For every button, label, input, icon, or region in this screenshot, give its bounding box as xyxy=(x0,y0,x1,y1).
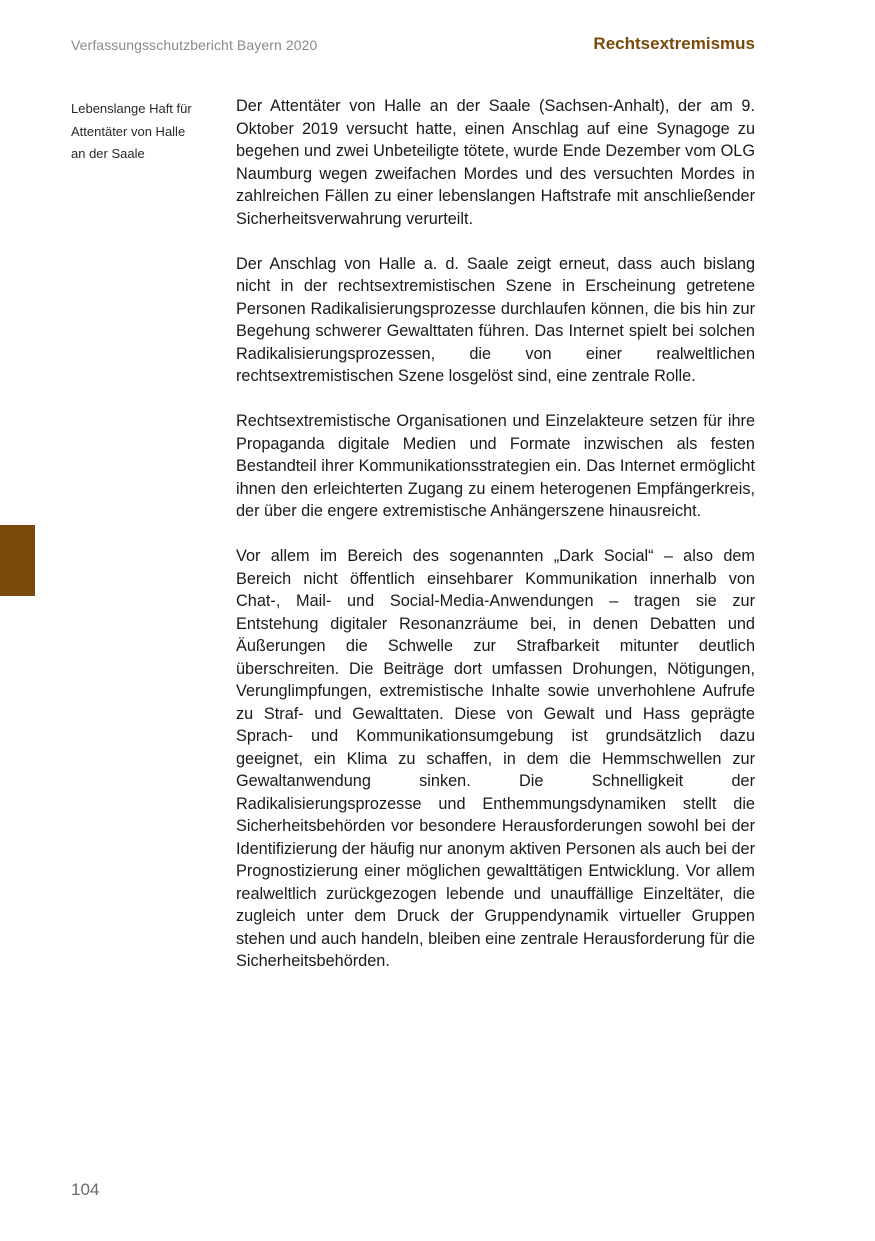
paragraph: Rechtsextremistische Organisationen und Einzelakteure setzen für ihre Propaganda digitale Medien und Formate inzwischen als festen Bestandteil ihrer Kommunikationsstrategien ein. Das Internet ermöglicht ihnen den erleichterten Zugang zu einem heterogenen Empfängerkreis, der über die engere extremistische Anhängerszene hinausreicht. xyxy=(236,412,755,520)
chapter-marker-tab xyxy=(0,525,35,596)
margin-note xyxy=(71,98,221,166)
margin-note-line: Lebenslange Haft für xyxy=(71,101,192,116)
paragraph: Vor allem im Bereich des sogenannten „Dark Social“ – also dem Bereich nicht öffentlich einsehbarer Kommunikation innerhalb von Chat-, Mail- und Social-Media-Anwendungen – tragen sie zur Entstehung digitaler Resonanzräume bei, in denen Debatten und Äußerungen die Schwelle zur Strafbarkeit mitunter deutlich überschreiten. Die Beiträge dort umfassen Drohungen, Nötigungen, Verunglimpfungen, extremistische Inhalte sowie unverhohlene Aufrufe zu Straf- und Gewalttaten. Diese von Gewalt und Hass geprägte Sprach- und Kommunikationsumgebung ist grundsätzlich dazu geeignet, ein Klima zu schaffen, in dem die Hemmschwellen zur Gewaltanwendung sinken. Die Schnelligkeit der Radikalisierungsprozesse und Enthemmungsdynamiken stellt die Sicherheitsbehörden vor besondere Herausforderungen sowohl bei der Identifizierung der häufig nur anonym aktiven Personen als auch bei der Prognostizierung einer möglichen gewalttätigen Entwicklung. Vor allem realweltlich zurückgezogen lebende und unauffällige Einzeltäter, die zugleich unter dem Druck der Gruppendynamik virtueller Gruppen stehen und auch handeln, bleiben eine zentrale Herausforderung für die Sicherheitsbehörden. xyxy=(236,547,755,970)
body-text xyxy=(236,95,755,995)
paragraph: Der Attentäter von Halle an der Saale (Sachsen-Anhalt), der am 9. Oktober 2019 versucht hatte, einen Anschlag auf eine Synagoge zu begehen und zwei Unbeteiligte tötete, wurde Ende Dezember vom OLG Naumburg wegen zweifachen Mordes und des versuchten Mordes in zahlreichen Fällen zu einer lebenslangen Haftstrafe mit anschließender Sicherheitsverwahrung verurteilt. xyxy=(236,97,755,228)
page-number: 104 xyxy=(71,1180,100,1199)
running-header-title: Verfassungsschutzbericht Bayern 2020 xyxy=(71,37,318,53)
running-header-section: Rechtsextremismus xyxy=(593,34,755,53)
margin-note-line: Attentäter von Halle xyxy=(71,123,186,139)
margin-note-line: an der Saale xyxy=(71,146,145,161)
paragraph: Der Anschlag von Halle a. d. Saale zeigt erneut, dass auch bislang nicht in der rechtsextremistischen Szene in Erscheinung getretene Personen Radikalisierungsprozesse durchlaufen können, die bis hin zur Begehung schwerer Gewalttaten führen. Das Internet spielt bei solchen Radikalisierungsprozessen, die von einer realweltlichen rechtsextremistischen Szene losgelöst sind, eine zentrale Rolle. xyxy=(236,254,755,385)
